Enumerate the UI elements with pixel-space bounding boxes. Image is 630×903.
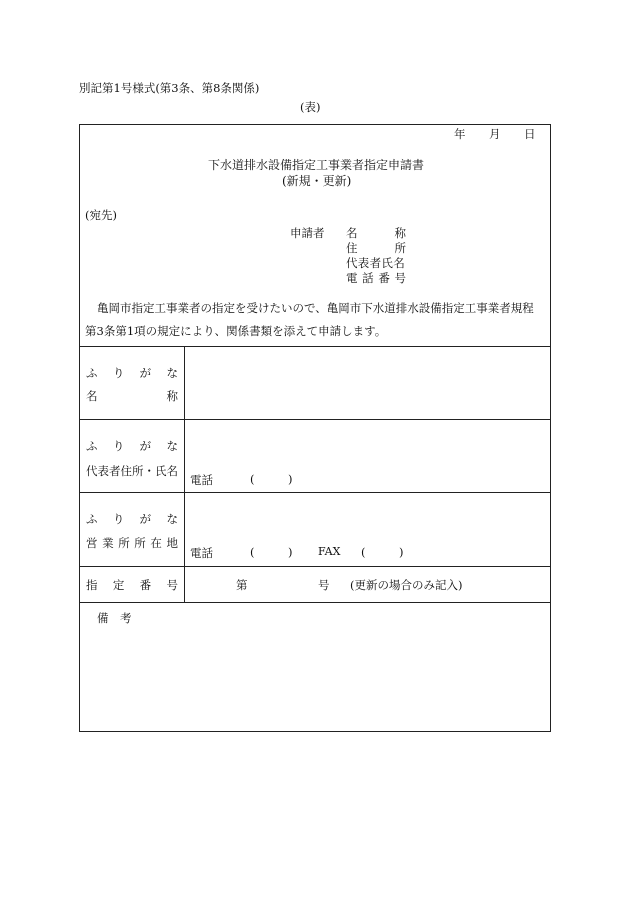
designation-number-note: (更新の場合のみ記入) [350, 578, 463, 592]
furigana-char: り [112, 439, 125, 453]
office-label-char: 業 [102, 536, 114, 550]
office-furigana-label [86, 511, 178, 527]
date-year: 年 [454, 127, 466, 141]
office-phone-label: 電話 [190, 546, 213, 560]
designation-label-char: 定 [112, 578, 125, 592]
office-phone-paren-open: ( [250, 545, 255, 559]
applicant-phone-char: 話 [362, 271, 374, 285]
office-label-char: 所 [118, 536, 130, 550]
office-label-char: 地 [166, 536, 178, 550]
furigana-char: が [139, 439, 152, 453]
statement-line-1: 亀岡市指定工事業者の指定を受けたいので、亀岡市下水道排水設備指定工事業者規程 [97, 301, 534, 315]
furigana-char: な [166, 439, 178, 453]
furigana-char: が [139, 366, 152, 380]
applicant-phone-char: 電 [346, 271, 358, 285]
furigana-char: ふ [86, 439, 98, 453]
applicant-name-char: 名 [346, 226, 358, 240]
form-side-label: (表) [300, 100, 321, 114]
applicant-label: 申請者 [290, 226, 325, 240]
remarks-input-area[interactable] [80, 628, 550, 731]
applicant-representative-field: 代表者氏名 [346, 256, 405, 270]
furigana-char: な [166, 366, 178, 380]
addressee-label: (宛先) [85, 208, 117, 222]
date-day: 日 [524, 127, 536, 141]
furigana-char: な [166, 512, 178, 526]
office-label [86, 535, 178, 551]
applicant-name-field [346, 225, 406, 241]
office-label-char: 所 [134, 536, 146, 550]
office-label-char: 営 [86, 536, 98, 550]
designation-label-char: 番 [139, 578, 152, 592]
rep-phone-paren-close: ) [288, 472, 293, 486]
form-subtitle: (新規・更新) [282, 174, 352, 188]
applicant-phone-field [346, 270, 406, 286]
rep-phone-label: 電話 [190, 473, 213, 487]
designation-label-char: 号 [166, 578, 178, 592]
office-fax-paren-close: ) [399, 545, 404, 559]
name-label [86, 388, 178, 404]
name-input-area[interactable] [185, 347, 550, 418]
rep-input-area[interactable] [185, 420, 550, 491]
furigana-char: が [139, 512, 152, 526]
form-number: 別記第1号様式(第3条、第8条関係) [79, 81, 260, 95]
rep-furigana-label [86, 438, 178, 454]
office-fax-label: FAX [318, 545, 341, 558]
form-title: 下水道排水設備指定工事業者指定申請書 [208, 158, 425, 172]
applicant-phone-char: 番 [378, 271, 390, 285]
furigana-char: り [112, 512, 125, 526]
office-input-area[interactable] [185, 493, 550, 565]
divider-number-row [79, 602, 551, 603]
rep-label: 代表者住所・氏名 [86, 464, 178, 478]
name-label-char: 名 [86, 389, 98, 403]
furigana-char: ふ [86, 366, 98, 380]
designation-number-prefix: 第 [236, 578, 248, 592]
furigana-char: り [112, 366, 125, 380]
applicant-name-char: 称 [394, 226, 406, 240]
applicant-address-char: 住 [346, 241, 358, 255]
office-fax-paren-open: ( [361, 545, 366, 559]
office-phone-paren-close: ) [288, 545, 293, 559]
remarks-label: 備 考 [97, 611, 132, 625]
office-label-char: 在 [150, 536, 162, 550]
applicant-phone-char: 号 [394, 271, 406, 285]
designation-number-label [86, 577, 178, 593]
designation-label-char: 指 [86, 578, 98, 592]
date-month: 月 [489, 127, 501, 141]
statement-line-2: 第3条第1項の規定により、関係書類を添えて申請します。 [85, 324, 387, 338]
furigana-char: ふ [86, 512, 98, 526]
designation-number-suffix: 号 [318, 578, 330, 592]
name-label-char: 称 [166, 389, 178, 403]
applicant-address-char: 所 [394, 241, 406, 255]
name-furigana-label [86, 365, 178, 381]
applicant-address-field [346, 240, 406, 256]
rep-phone-paren-open: ( [250, 472, 255, 486]
